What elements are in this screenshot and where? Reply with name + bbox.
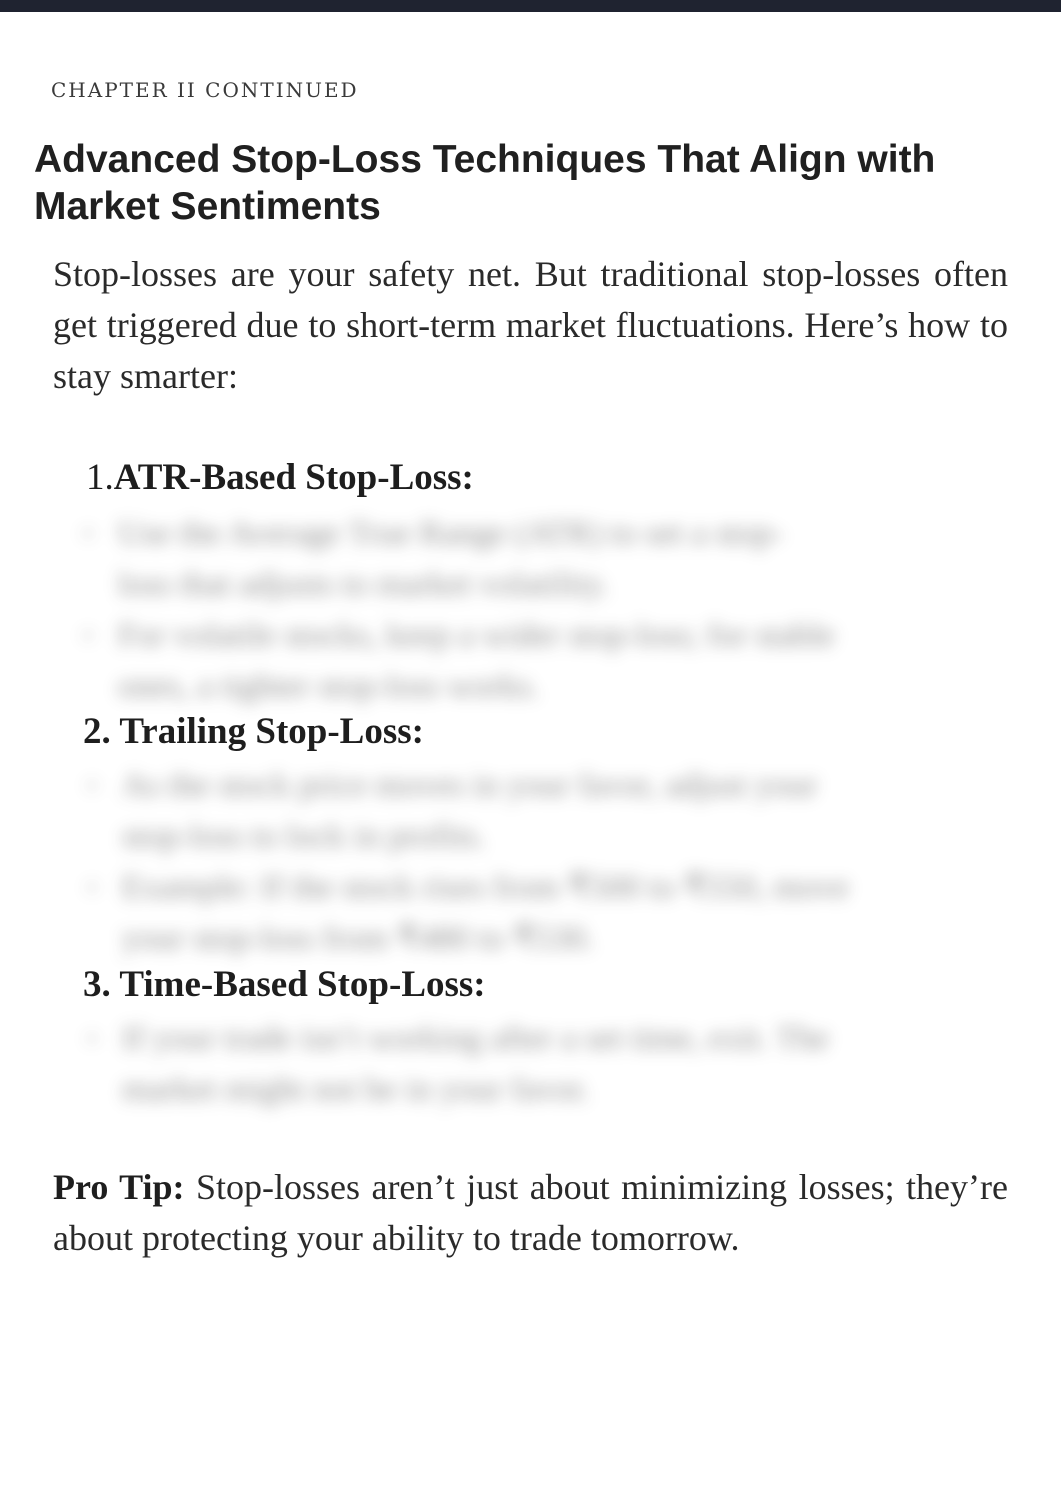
pro-tip-text: Stop-losses aren’t just about minimizing losses; they’re about protecting your ability to trade tomorrow.	[53, 1167, 1008, 1258]
pro-tip-label: Pro Tip:	[53, 1167, 185, 1207]
detail-line: market might not be in your favor.	[122, 1071, 590, 1108]
detail-line: ◦ For volatile stocks, keep a wider stop-loss; for stable	[82, 617, 835, 654]
detail-line: ones, a tighter stop-loss works.	[118, 668, 540, 705]
detail-line: ◦ Example: If the stock rises from ₹500 to ₹550, move	[86, 869, 849, 906]
technique-heading	[86, 456, 474, 499]
technique-heading	[83, 963, 486, 1006]
technique-number: 2.	[83, 711, 111, 752]
section-title: Advanced Stop-Loss Techniques That Align with Market Sentiments	[34, 138, 936, 228]
detail-line: ◦ As the stock price moves in your favor, adjust your	[86, 767, 818, 804]
technique-number: 1.	[86, 457, 114, 498]
technique-title: Time-Based Stop-Loss:	[119, 964, 486, 1005]
technique-heading	[83, 710, 424, 753]
technique-details-blurred	[86, 1013, 829, 1115]
top-bar	[0, 0, 1061, 12]
technique-title: Trailing Stop-Loss:	[119, 711, 424, 752]
chapter-label: CHAPTER II CONTINUED	[51, 78, 359, 102]
detail-line: ◦ Use the Average True Range (ATR) to set a stop-	[82, 515, 784, 552]
detail-line: ◦ If your trade isn’t working after a set time, exit. The	[86, 1020, 829, 1057]
pro-tip-paragraph	[53, 1162, 1008, 1264]
intro-paragraph: Stop-losses are your safety net. But traditional stop-losses often get triggered due to short-term market fluctuations. Here’s how to stay smarter:	[53, 254, 1008, 396]
technique-details-blurred	[86, 760, 849, 964]
detail-line: your stop-loss from ₹480 to ₹530.	[122, 920, 595, 957]
detail-line: loss that adjusts to market volatility.	[118, 566, 609, 603]
technique-details-blurred	[82, 508, 835, 712]
technique-number: 3.	[83, 964, 111, 1005]
detail-line: stop-loss to lock in profits.	[122, 818, 486, 855]
technique-title: ATR-Based Stop-Loss:	[113, 457, 474, 498]
